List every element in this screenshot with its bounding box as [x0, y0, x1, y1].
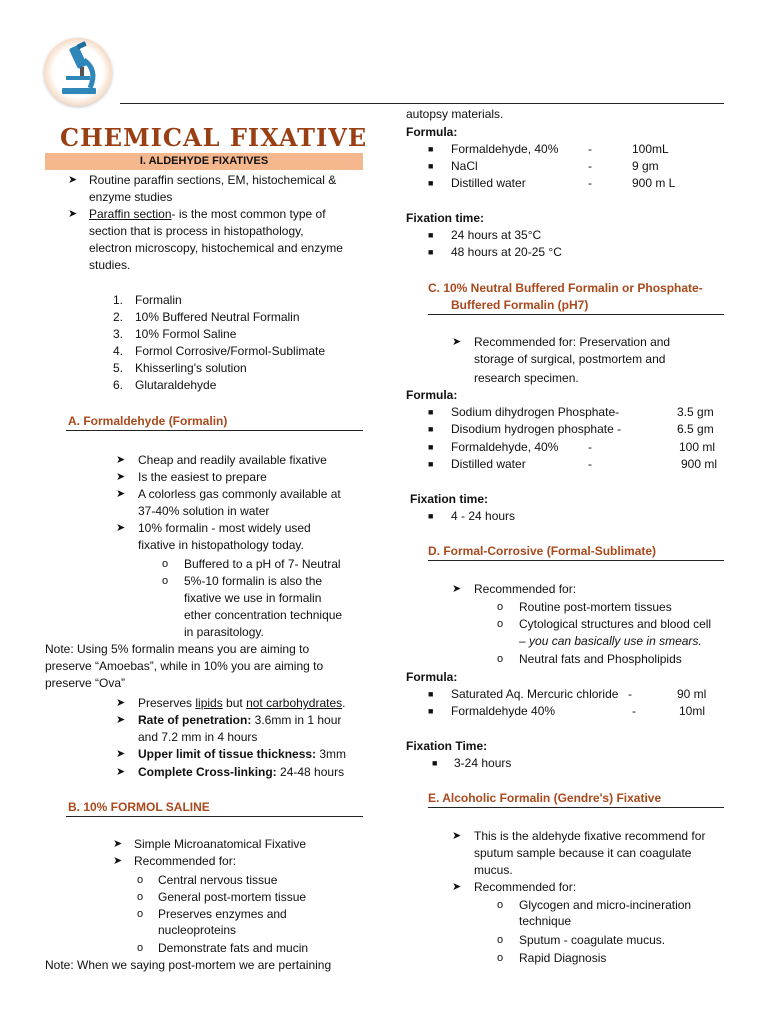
arrow-bullet-icon: ➤ [113, 838, 123, 850]
formula-amount: 6.5 gm [677, 422, 714, 436]
arrow-bullet-icon: ➤ [68, 208, 78, 220]
bullet-text: Recommended for: [134, 854, 237, 868]
section-b-rule [66, 816, 363, 817]
section-d-heading: D. Formal-Corrosive (Formal-Sublimate) [428, 544, 657, 558]
arrow-bullet-icon: ➤ [116, 488, 126, 500]
circle-bullet-icon: o [162, 558, 169, 570]
note-text: Note: Using 5% formalin means you are aiming to [45, 642, 310, 656]
fixation-item: 24 hours at 35°C [451, 228, 542, 242]
continued-text: autopsy materials. [406, 107, 504, 121]
sub-bullet-text: Rapid Diagnosis [519, 951, 607, 965]
sub-bullet-text: 5%-10 formalin is also the [184, 574, 323, 588]
sub-bullet-text: Central nervous tissue [158, 873, 278, 887]
section-e-heading: E. Alcoholic Formalin (Gendre's) Fixative [428, 791, 662, 805]
microscope-icon [44, 38, 112, 106]
formula-amount: 90 ml [677, 687, 707, 701]
sub-bullet-text: nucleoproteins [158, 923, 237, 937]
intro-line: Routine paraffin sections, EM, histochemical & [89, 173, 337, 187]
bullet-text: storage of surgical, postmortem and [474, 352, 666, 366]
arrow-bullet-icon: ➤ [116, 697, 126, 709]
list-num: 6. [113, 378, 124, 392]
formula-label: Formula: [406, 670, 458, 684]
fixation-item: 3-24 hours [454, 756, 512, 770]
square-bullet-icon: ■ [428, 247, 434, 257]
square-bullet-icon: ■ [428, 407, 434, 417]
t: Preserves [138, 696, 196, 710]
bullet-text: and 7.2 mm in 4 hours [138, 730, 258, 744]
square-bullet-icon: ■ [428, 511, 434, 521]
square-bullet-icon: ■ [428, 689, 434, 699]
fixation-label: Fixation time: [406, 211, 485, 225]
square-bullet-icon: ■ [428, 459, 434, 469]
list-num: 1. [113, 293, 124, 307]
formula-name: Distilled water [451, 457, 526, 471]
header-rule [120, 103, 724, 104]
fixation-label: Fixation time: [410, 492, 489, 506]
formula-dash: - [588, 142, 592, 156]
square-bullet-icon: ■ [428, 442, 434, 452]
list-num: 2. [113, 310, 124, 324]
note-text: preserve “Amoebas”, while in 10% you are aiming to [45, 659, 324, 673]
square-bullet-icon: ■ [428, 144, 434, 154]
intro-line: enzyme studies [89, 190, 173, 204]
sub-bullet-text: General post-mortem tissue [158, 890, 307, 904]
sub-bullet-text: Sputum - coagulate mucus. [519, 933, 666, 947]
formula-amount: 900 m L [632, 176, 676, 190]
arrow-bullet-icon: ➤ [452, 336, 462, 348]
sub-bullet-text [519, 634, 702, 648]
intro-line: section that is process in histopathology, [89, 224, 304, 238]
circle-bullet-icon: o [497, 934, 504, 946]
bullet-text: Recommended for: Preservation and [474, 335, 671, 349]
list-item: Formalin [135, 293, 182, 307]
bullet-text: mucus. [474, 863, 513, 877]
formula-label: Formula: [406, 388, 458, 402]
formula-name: Distilled water [451, 176, 526, 190]
t: you can basically use in smears. [529, 634, 702, 648]
list-item: Formol Corrosive/Formol-Sublimate [135, 344, 326, 358]
value: 24-48 hours [276, 765, 345, 779]
formula-name: Saturated Aq. Mercuric chloride [451, 687, 619, 701]
formula-dash: - [588, 176, 592, 190]
sub-bullet-text: technique [519, 914, 572, 928]
bullet-text: Recommended for: [474, 880, 577, 894]
square-bullet-icon: ■ [428, 230, 434, 240]
fixation-item: 48 hours at 20-25 °C [451, 245, 562, 259]
square-bullet-icon: ■ [432, 758, 438, 768]
arrow-bullet-icon: ➤ [116, 714, 126, 726]
sub-bullet-text: fixative we use in formalin [184, 591, 322, 605]
sub-bullet-text: Preserves enzymes and [158, 907, 287, 921]
formula-amount: 100mL [632, 142, 669, 156]
list-item: 10% Buffered Neutral Formalin [135, 310, 300, 324]
bullet-text: 37-40% solution in water [138, 504, 270, 518]
list-item: Glutaraldehyde [135, 378, 217, 392]
page-title: CHEMICAL FIXATIVE [60, 123, 368, 152]
bullet-text [138, 696, 345, 710]
formula-name: Formaldehyde, 40% [451, 440, 559, 454]
section-c-heading: Buffered Formalin (pH7) [451, 298, 589, 312]
bullet-text: Simple Microanatomical Fixative [134, 837, 307, 851]
intro-line: studies. [89, 258, 131, 272]
intro-line [89, 207, 326, 221]
t: not carbohydrates [246, 696, 343, 710]
fixation-label: Fixation Time: [406, 739, 488, 753]
fixation-item: 4 - 24 hours [451, 509, 516, 523]
section-c-rule [428, 314, 724, 315]
bullet-text: fixative in histopathology today. [138, 538, 304, 552]
term: Paraffin section [89, 207, 172, 221]
circle-bullet-icon: o [497, 653, 504, 665]
arrow-bullet-icon: ➤ [452, 830, 462, 842]
formula-amount: 3.5 gm [677, 405, 714, 419]
circle-bullet-icon: o [137, 908, 144, 920]
sub-bullet-text: Neutral fats and Phospholipids [519, 652, 682, 666]
value: 3.6mm in 1 hour [251, 713, 342, 727]
square-bullet-icon: ■ [428, 706, 434, 716]
circle-bullet-icon: o [497, 952, 504, 964]
microscope-logo [44, 38, 112, 106]
bullet-text [138, 747, 346, 761]
t: – [519, 634, 530, 648]
sub-bullet-text: Cytological structures and blood cell [519, 617, 712, 631]
bullet-text [138, 713, 341, 727]
formula-name: Disodium hydrogen phosphate - [451, 422, 622, 436]
arrow-bullet-icon: ➤ [116, 748, 126, 760]
list-item: Khisserling's solution [135, 361, 247, 375]
formula-name: Formaldehyde 40% [451, 704, 556, 718]
circle-bullet-icon: o [137, 874, 144, 886]
arrow-bullet-icon: ➤ [452, 881, 462, 893]
sub-bullet-text: in parasitology. [184, 625, 264, 639]
t: . [342, 696, 346, 710]
formula-amount: 100 ml [679, 440, 716, 454]
intro-line: electron microscopy, histochemical and enzyme [89, 241, 343, 255]
formula-dash: - [588, 440, 592, 454]
bullet-text: Is the easiest to prepare [138, 470, 267, 484]
square-bullet-icon: ■ [428, 424, 434, 434]
bullet-text: Cheap and readily available fixative [138, 453, 327, 467]
arrow-bullet-icon: ➤ [113, 855, 123, 867]
formula-amount: 10ml [679, 704, 706, 718]
circle-bullet-icon: o [497, 618, 504, 630]
value: 3mm [316, 747, 347, 761]
circle-bullet-icon: o [137, 942, 144, 954]
arrow-bullet-icon: ➤ [68, 174, 78, 186]
formula-amount: 900 ml [681, 457, 718, 471]
square-bullet-icon: ■ [428, 161, 434, 171]
formula-dash: - [588, 159, 592, 173]
section-a-heading: A. Formaldehyde (Formalin) [68, 414, 228, 428]
section-e-rule [428, 807, 724, 808]
bullet-text: Recommended for: [474, 582, 577, 596]
sub-bullet-text: Buffered to a pH of 7- Neutral [184, 557, 341, 571]
sub-bullet-text: Routine post-mortem tissues [519, 600, 672, 614]
section-banner [45, 153, 363, 170]
label: Complete Cross-linking: [138, 765, 277, 779]
t: but [222, 696, 247, 710]
arrow-bullet-icon: ➤ [452, 583, 462, 595]
formula-name: NaCl [451, 159, 478, 173]
circle-bullet-icon: o [162, 575, 169, 587]
label: Upper limit of tissue thickness: [138, 747, 317, 761]
list-num: 5. [113, 361, 124, 375]
circle-bullet-icon: o [137, 891, 144, 903]
arrow-bullet-icon: ➤ [116, 471, 126, 483]
sub-bullet-text: Demonstrate fats and mucin [158, 941, 309, 955]
formula-dash: - [628, 687, 632, 701]
label: Rate of penetration: [138, 713, 252, 727]
sub-bullet-text: Glycogen and micro-incineration [519, 898, 692, 912]
circle-bullet-icon: o [497, 899, 504, 911]
section-a-rule [66, 430, 363, 431]
section-c-heading: C. 10% Neutral Buffered Formalin or Phosphate- [428, 281, 703, 295]
banner-text: I. ALDEHYDE FIXATIVES [139, 155, 269, 167]
section-d-rule [428, 560, 724, 561]
arrow-bullet-icon: ➤ [116, 522, 126, 534]
square-bullet-icon: ■ [428, 178, 434, 188]
list-item: 10% Formol Saline [135, 327, 237, 341]
formula-amount: 9 gm [632, 159, 659, 173]
note-text: preserve “Ova” [45, 676, 126, 690]
t: lipids [195, 696, 223, 710]
sub-bullet-text: ether concentration technique [184, 608, 343, 622]
bullet-text: A colorless gas commonly available at [138, 487, 341, 501]
bullet-text: sputum sample because it can coagulate [474, 846, 692, 860]
bullet-text: 10% formalin - most widely used [138, 521, 311, 535]
note-text: Note: When we saying post-mortem we are pertaining [45, 958, 332, 972]
list-num: 3. [113, 327, 124, 341]
bullet-text: This is the aldehyde fixative recommend for [474, 829, 706, 843]
section-b-heading: B. 10% FORMOL SALINE [68, 800, 210, 814]
bullet-text [138, 765, 344, 779]
list-num: 4. [113, 344, 124, 358]
formula-dash: - [588, 457, 592, 471]
arrow-bullet-icon: ➤ [116, 766, 126, 778]
text: - is the most common type of [171, 207, 326, 221]
arrow-bullet-icon: ➤ [116, 454, 126, 466]
formula-name: Sodium dihydrogen Phosphate- [451, 405, 620, 419]
bullet-text: research specimen. [474, 371, 579, 385]
formula-dash: - [632, 704, 636, 718]
formula-label: Formula: [406, 125, 458, 139]
circle-bullet-icon: o [497, 601, 504, 613]
formula-name: Formaldehyde, 40% [451, 142, 559, 156]
